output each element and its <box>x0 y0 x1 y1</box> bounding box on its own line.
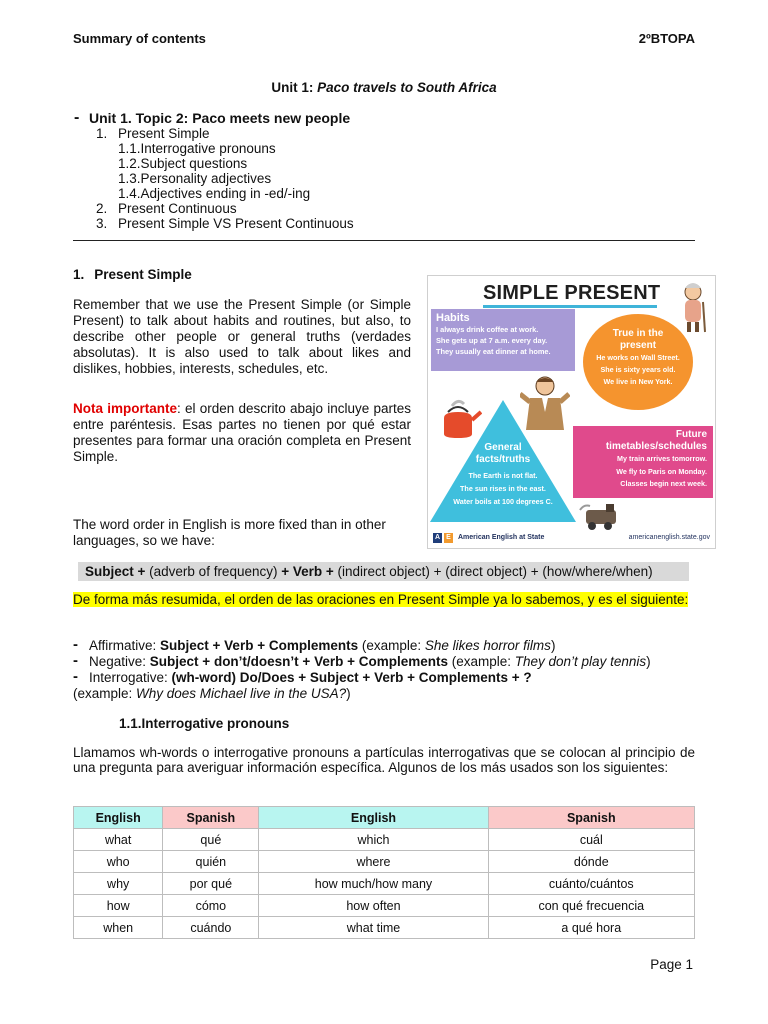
word-order-formula: Subject + (adverb of frequency) + Verb + (indirect object) + (direct object) + (how/where/when) <box>78 562 689 581</box>
summary-paragraph: De forma más resumida, el orden de las oraciones en Present Simple ya lo sabemos, y es el siguiente: <box>73 592 689 607</box>
future-timetables-box <box>573 426 713 498</box>
future-line: My train arrives tomorrow. <box>616 454 707 463</box>
topic-title: Unit 1. Topic 2: Paco meets new people <box>89 110 351 126</box>
column-header: Spanish <box>488 807 694 829</box>
table-row <box>74 873 695 895</box>
word-order-paragraph: The word order in English is more fixed than in other languages, so we have: <box>73 517 386 548</box>
toc-subitem: 1.1.Interrogative pronouns <box>118 141 276 156</box>
table-cell: how much/how many <box>259 873 488 895</box>
column-header: English <box>74 807 163 829</box>
habits-line: She gets up at 7 a.m. every day. <box>436 336 548 345</box>
page-number: Page 1 <box>650 957 693 972</box>
general-heading: General facts/truths <box>475 442 531 465</box>
toc-subitem: 1.2.Subject questions <box>118 156 248 171</box>
table-row <box>74 829 695 851</box>
intro-paragraph: Remember that we use the Present Simple (or Simple Present) to talk about habits and routines, but also, to describe other people or general truths (verdades absolutas). It is also used to talk about likes and dislikes, hobbies, interests, schedules, etc. <box>73 297 411 376</box>
table-cell: a qué hora <box>488 917 694 939</box>
future-line: We fly to Paris on Monday. <box>616 466 707 476</box>
table-cell: what <box>74 829 163 851</box>
habits-line: I always drink coffee at work. <box>436 325 539 334</box>
wh-words-paragraph: Llamamos wh-words o interrogative pronouns a partículas interrogativas que se colocan al principio de una pregunta para averiguar información específica. Algunos de los más usados son los siguientes: <box>73 745 695 775</box>
rule-interrogative-example: (example: Why does Michael live in the USA?) <box>73 686 351 701</box>
table-cell: con qué frecuencia <box>488 895 694 917</box>
true-in-present-circle <box>583 314 693 410</box>
general-line: The sun rises in the east. <box>460 484 546 493</box>
simple-present-infographic <box>427 275 716 549</box>
toc-subitem: 1.3.Personality adjectives <box>118 171 272 186</box>
table-row <box>74 895 695 917</box>
habits-line: They usually eat dinner at home. <box>436 347 551 356</box>
subsection-heading: 1.1.Interrogative pronouns <box>119 716 290 731</box>
column-header: Spanish <box>163 807 259 829</box>
table-cell: why <box>74 873 163 895</box>
table-cell: qué <box>163 829 259 851</box>
rule-affirmative: - Affirmative: Subject + Verb + Complements (example: She likes horror films) <box>73 636 556 653</box>
note-label: Nota importante <box>73 401 177 416</box>
table-of-contents <box>96 126 354 231</box>
table-row <box>74 917 695 939</box>
table-cell: por qué <box>163 873 259 895</box>
logo-a: A <box>434 534 441 541</box>
table-cell: when <box>74 917 163 939</box>
bullet-dash: - <box>74 109 80 126</box>
future-line: Classes begin next week. <box>620 479 707 488</box>
habits-box <box>431 309 575 371</box>
table-cell: quién <box>163 851 259 873</box>
table-row <box>74 851 695 873</box>
logo-e: E <box>444 533 453 543</box>
table-header-row <box>74 807 695 829</box>
topic-heading <box>74 109 351 126</box>
truth-line: He works on Wall Street. <box>596 353 680 362</box>
table-cell: what time <box>259 917 488 939</box>
toc-item: 2. Present Continuous <box>96 201 237 216</box>
table-cell: how often <box>259 895 488 917</box>
train-icon <box>578 502 624 532</box>
sentence-rules <box>73 638 651 702</box>
truth-line: She is sixty years old. <box>600 365 676 374</box>
general-line: Water boils at 100 degrees C. <box>453 497 553 506</box>
infographic-title: SIMPLE PRESENT <box>483 282 661 304</box>
general-line: The Earth is not flat. <box>468 471 538 480</box>
header-title: Summary of contents <box>73 31 206 46</box>
habits-heading: Habits <box>436 312 470 324</box>
future-heading: Future timetables/schedules <box>605 429 707 452</box>
unit-title <box>0 80 768 95</box>
unit-prefix: Unit 1: <box>271 80 318 95</box>
table-cell: how <box>74 895 163 917</box>
section-heading: 1. Present Simple <box>73 267 192 282</box>
table-cell: cuándo <box>163 917 259 939</box>
section-divider <box>73 240 695 241</box>
toc-item: 1. Present Simple <box>96 126 210 141</box>
table-cell: which <box>259 829 488 851</box>
header-class: 2ºBTOPA <box>638 31 695 46</box>
table-cell: where <box>259 851 488 873</box>
note-paragraph <box>73 401 411 465</box>
column-header: English <box>259 807 488 829</box>
note-text: : el orden descrito abajo incluye partes entre paréntesis. Esas partes no tienen por qué estar presentes para formar una oración completa en Present Simple. <box>73 401 411 464</box>
table-cell: who <box>74 851 163 873</box>
truth-line: We live in New York. <box>603 377 673 386</box>
table-cell: dónde <box>488 851 694 873</box>
unit-name: Paco travels to South Africa <box>317 80 497 95</box>
toc-subitem: 1.4.Adjectives ending in -ed/-ing <box>118 186 311 201</box>
table-cell: cómo <box>163 895 259 917</box>
infographic-footer <box>428 530 715 548</box>
footer-brand: American English at State <box>458 534 545 541</box>
footer-url: americanenglish.state.gov <box>628 534 710 541</box>
table-cell: cuánto/cuántos <box>488 873 694 895</box>
rule-interrogative: - Interrogative: (wh-word) Do/Does + Subject + Verb + Complements + ? <box>73 668 532 685</box>
interrogative-pronouns-table <box>73 806 695 939</box>
title-underline <box>483 305 657 308</box>
general-facts-text <box>428 442 578 508</box>
table-cell: cuál <box>488 829 694 851</box>
toc-item: 3. Present Simple VS Present Continuous <box>96 216 354 231</box>
truth-heading: True in the present <box>612 328 664 351</box>
rule-negative: - Negative: Subject + don’t/doesn’t + Verb + Complements (example: They don’t play tennis) <box>73 652 651 669</box>
